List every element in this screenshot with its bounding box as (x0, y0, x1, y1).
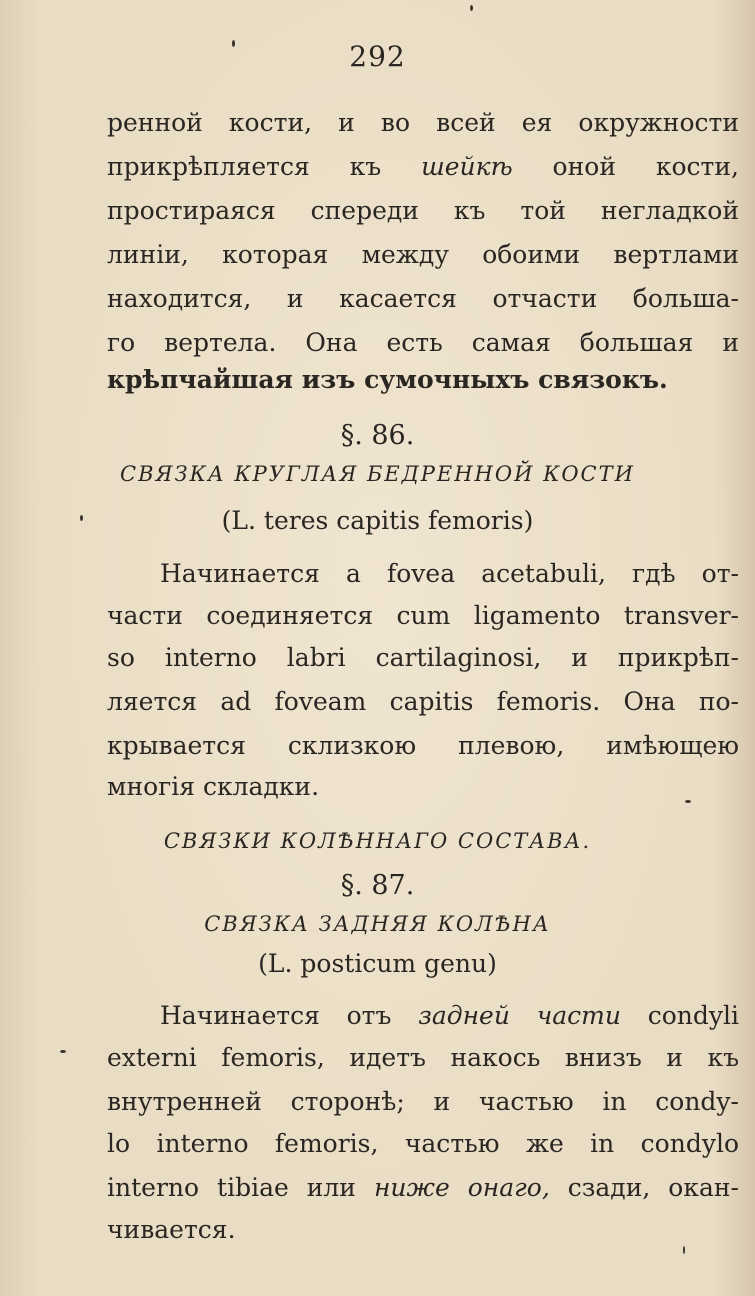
text-line: so interno labri cartilaginosi, и прикрѣп- (107, 643, 739, 672)
text-line: го вертела. Она есть самая большая и (107, 328, 739, 357)
text-line: простираяся спереди къ той негладкой (107, 196, 739, 225)
text-run: condyli (620, 1001, 740, 1030)
text-line: многія складки. (107, 772, 320, 801)
section-title: СВЯЗКА КРУГЛАЯ БЕДРЕННОЙ КОСТИ (120, 462, 635, 486)
text-line: lo interno femoris, частью же in condylo (107, 1129, 739, 1158)
section-number: §. 86. (340, 420, 415, 451)
ink-speck (60, 1050, 66, 1053)
text-line: части соединяется cum ligamento transver- (107, 601, 739, 630)
section-number: §. 87. (340, 870, 415, 901)
text-line: чивается. (107, 1215, 236, 1244)
text-line: крывается склизкою плевою, имѣющею (107, 731, 739, 760)
text-line: ренной кости, и во всей ея окружности (107, 108, 739, 137)
text-run: сзади, окан- (549, 1173, 739, 1202)
text-run: Начинается отъ (160, 1001, 419, 1030)
text-line (160, 998, 739, 1034)
text-line (107, 1170, 739, 1206)
ink-speck (80, 515, 83, 521)
ink-speck (685, 800, 691, 803)
text-line: прикрѣпляется къ шейкѣ оной кости, (107, 152, 739, 181)
latin-name: (L. posticum genu) (258, 949, 497, 978)
text-line: externi femoris, идетъ накось внизъ и къ (107, 1043, 739, 1072)
page-number: 292 (349, 40, 406, 73)
text-line: находится, и касается отчасти больша- (107, 284, 739, 313)
italic-term: задней части (418, 1001, 621, 1030)
section-title: СВЯЗКА ЗАДНЯЯ КОЛѢНА (204, 912, 551, 936)
text-line: внутренней сторонѣ; и частью in condy- (107, 1087, 739, 1116)
text-line: ляется ad foveam capitis femoris. Она по- (107, 687, 739, 716)
ink-speck (683, 1246, 685, 1254)
italic-term: ниже онаго, (373, 1173, 550, 1202)
text-run: interno tibiae или (107, 1173, 374, 1202)
subsection-heading: СВЯЗКИ КОЛѢННАГО СОСТАВА. (163, 829, 592, 853)
ink-speck (232, 40, 235, 47)
ink-speck (470, 5, 473, 11)
latin-name: (L. teres capitis femoris) (221, 506, 534, 535)
text-line: крѣпчайшая изъ сумочныхъ связокъ. (107, 365, 668, 394)
text-line: Начинается a fovea acetabuli, гдѣ от- (160, 559, 739, 588)
italic-term: шейкѣ (421, 152, 513, 181)
text-line: линіи, которая между обоими вертлами (107, 240, 739, 269)
